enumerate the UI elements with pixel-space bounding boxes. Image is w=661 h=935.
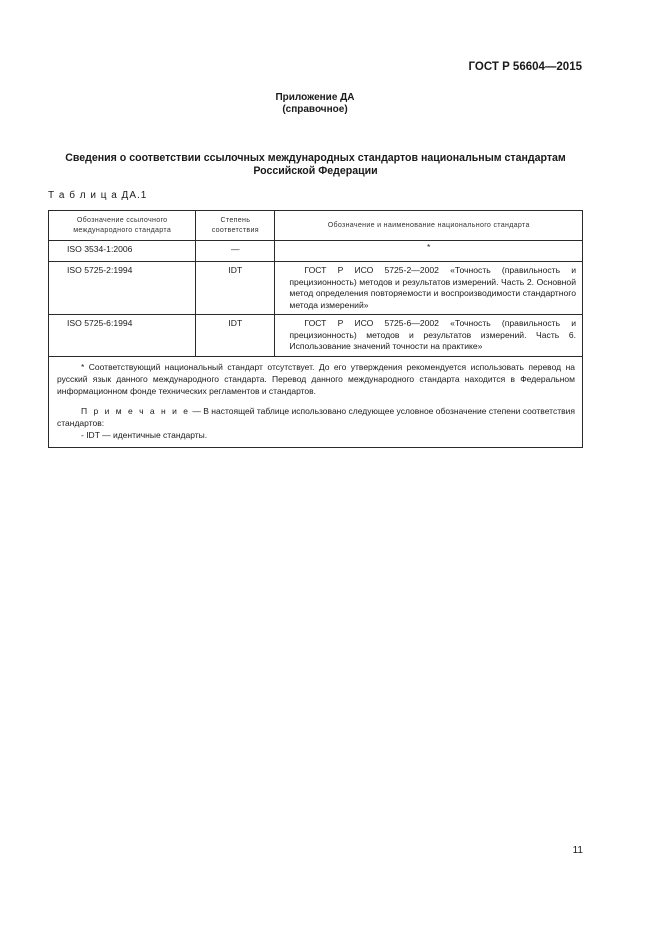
national-text: ГОСТ Р ИСО 5725-6—2002 «Точность (правильность и прецизионность) методов и результатов измерений. Часть 6. Использование значений точности на практике»: [289, 318, 576, 351]
table-header-row: [49, 211, 583, 241]
note: [57, 405, 575, 429]
reference-cell: ISO 5725-6:1994: [49, 315, 196, 357]
reference-cell: ISO 5725-2:1994: [49, 262, 196, 315]
document-code: ГОСТ Р 56604—2015: [468, 61, 582, 73]
degree-cell: IDT: [196, 262, 275, 315]
table-footer: [49, 356, 583, 447]
note-text: — В настоящей таблице использовано следующее условное обозначение степени соответствия стандартов:: [57, 405, 575, 428]
footnote: * Соответствующий национальный стандарт отсутствует. До его утверждения рекомендуется использовать перевод на русский язык данного международного стандарта. Перевод данного международного стандарта находится в Федеральном информационном фонде технических регламентов и стандартов.: [57, 361, 575, 396]
section-heading: Сведения о соответствии ссылочных международных стандартов национальным стандартам Российской Федерации: [65, 152, 566, 177]
note-label: П р и м е ч а н и е: [81, 405, 190, 416]
table-row: [49, 241, 583, 262]
page-number: 11: [572, 845, 583, 856]
column-header-national: Обозначение и наименование национального стандарта: [275, 211, 583, 241]
degree-cell: —: [196, 241, 275, 262]
national-cell: *: [275, 241, 583, 262]
degree-cell: IDT: [196, 315, 275, 357]
table-footer-row: [49, 356, 583, 447]
column-header-degree: Степень соответствия: [196, 211, 275, 241]
table-label: Т а б л и ц а ДА.1: [48, 190, 148, 201]
table-row: [49, 262, 583, 315]
reference-cell: ISO 3534-1:2006: [49, 241, 196, 262]
appendix-title: Приложение ДА: [275, 92, 355, 103]
national-text: ГОСТ Р ИСО 5725-2—2002 «Точность (правильность и прецизионность) методов и результатов измерений. Часть 2. Основной метод определения повторяемости и воспроизводимости стандартного метода измерений»: [289, 265, 576, 310]
correspondence-table: [48, 210, 583, 448]
column-header-reference: Обозначение ссылочного международного стандарта: [49, 211, 196, 241]
note-item: - IDT — идентичные стандарты.: [81, 429, 208, 440]
national-cell: [275, 315, 583, 357]
appendix-subtitle: (справочное): [282, 104, 348, 115]
national-cell: [275, 262, 583, 315]
table-row: [49, 315, 583, 357]
